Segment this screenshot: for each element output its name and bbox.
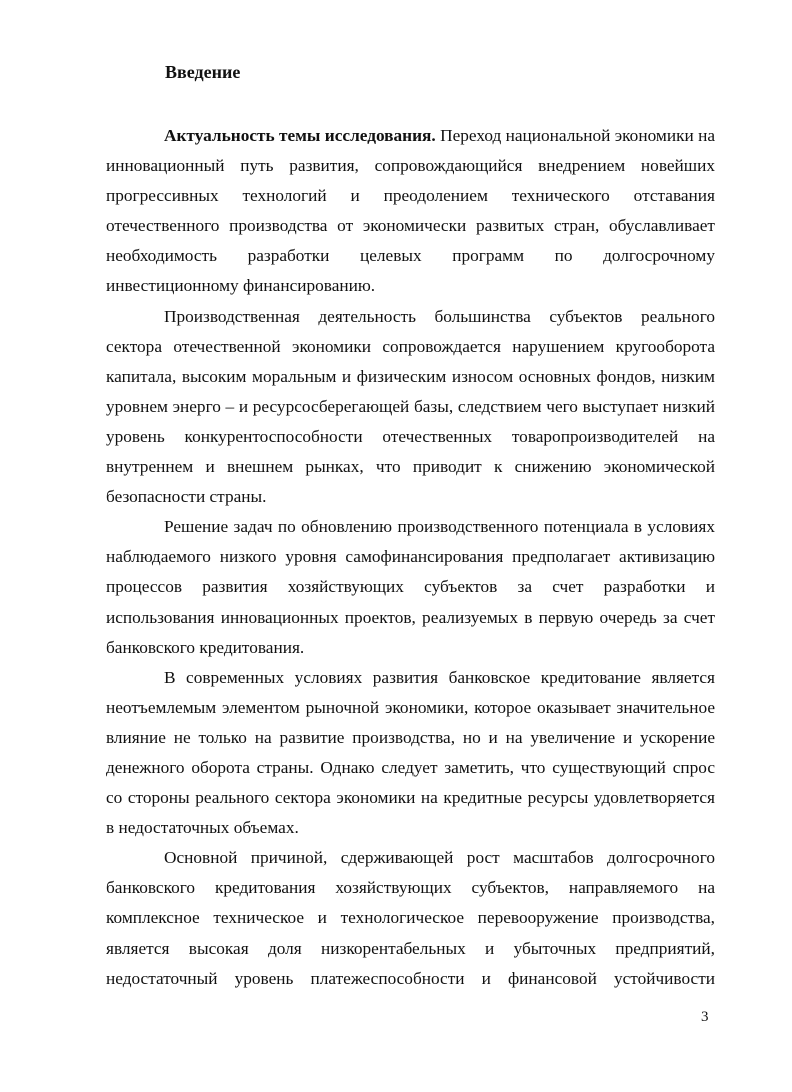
paragraph-bank-lending: В современных условиях развития банковское кредитование является неотъемлемым элементом рыночной экономики, которое оказывает значительное влияние не только на развитие производства, но и на увеличение и ускорение денежного оборота страны. Однако следует заметить, что существующий спрос со стороны реального сектора экономики на кредитные ресурсы удовлетворяется в недостаточных объемах. <box>106 667 715 838</box>
paragraph-lead: Актуальность темы исследования. <box>164 126 436 145</box>
paragraph-tasks: Решение задач по обновлению производственного потенциала в условиях наблюдаемого низкого уровня самофинансирования предполагает активизацию процессов развития хозяйствующих субъектов за счет разработки и использования инновационных проектов, реализуемых в первую очередь за счет банковского кредитования. <box>106 517 715 657</box>
page-title: Введение <box>165 62 241 82</box>
paragraph-main-reason: Основной причиной, сдерживающей рост масштабов долгосрочного банковского кредитования хозяйствующих субъектов, направляемого на комплексное техническое и технологическое перевооружение производства, является высокая доля низкорентабельных и убыточных предприятий, недостаточный уровень платежеспособности и финансовой устойчивости <box>106 848 715 988</box>
paragraph-relevance <box>106 121 715 302</box>
paragraph-production: Производственная деятельность большинства субъектов реального сектора отечественной экономики сопровождается нарушением кругооборота капитала, высоким моральным и физическим износом основных фондов, низким уровнем энерго – и ресурсосберегающей базы, следствием чего выступает низкий уровень конкурентоспособности отечественных товаропроизводителей на внутреннем и внешнем рынках, что приводит к снижению экономической безопасности страны. <box>106 306 715 507</box>
page-number: 3 <box>701 1009 709 1025</box>
document-body <box>106 121 715 994</box>
paragraph-text: Переход национальной экономики на инновационный путь развития, сопровождающийся внедрением новейших прогрессивных технологий и преодолением технического отставания отечественного производства от экономически развитых стран, обуславливает необходимость разработки целевых программ по долгосрочному инвестиционному финансированию. <box>106 126 715 296</box>
